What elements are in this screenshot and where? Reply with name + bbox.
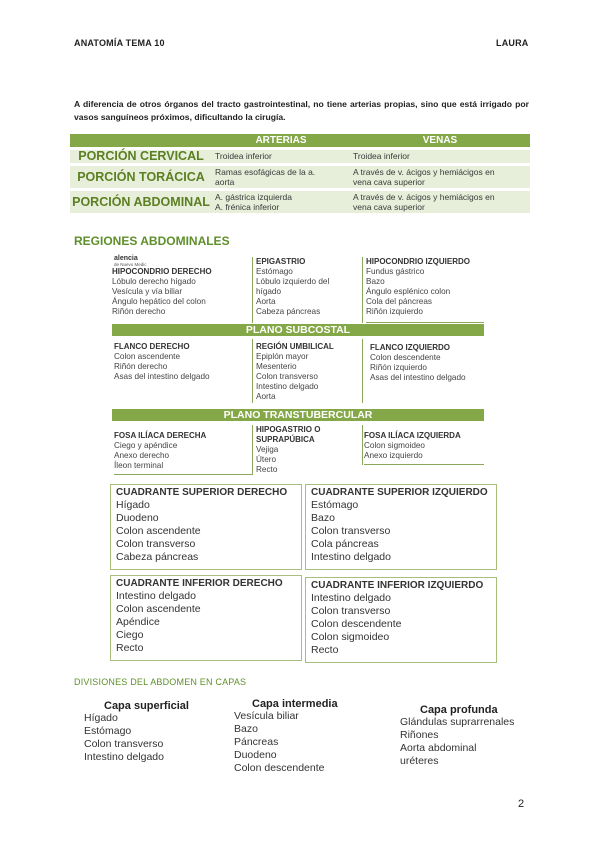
capa-item: Bazo [234, 723, 258, 735]
region-item: Colon transverso [256, 372, 318, 381]
cell-line: vena cava superior [353, 176, 425, 187]
quadrant-item: Colon transverso [311, 525, 391, 537]
cuadrante-superior-izquierdo [305, 484, 497, 570]
page-number: 2 [518, 798, 525, 810]
region-item: Ángulo hepático del colon [112, 297, 206, 306]
cell-line: Ramas esofágicas de la a. [215, 166, 316, 177]
quadrant-item: Colon descendente [311, 618, 402, 630]
capa-profunda [400, 704, 540, 768]
region-item: Estómago [256, 267, 293, 276]
region-item: Epiplón mayor [256, 352, 309, 361]
divider-vertical [252, 339, 253, 403]
cell-line: A. gástrica izquierda [215, 191, 293, 202]
region-item: Bazo [366, 277, 385, 286]
region-item: hígado [256, 287, 282, 296]
region-item: Lóbulo derecho hígado [112, 277, 196, 286]
region-item: Ciego y apéndice [114, 441, 178, 450]
region-item: Colon ascendente [114, 352, 181, 361]
region-title: HIPOGASTRIO O [256, 425, 321, 434]
region-item: Riñón derecho [114, 362, 168, 371]
cell-arterias [212, 189, 350, 213]
capa-intermedia [234, 698, 374, 775]
quadrant-item: Cola páncreas [311, 538, 379, 550]
cell-venas [350, 164, 530, 189]
region-item: Riñón derecho [112, 307, 166, 316]
cell-line: A. frénica inferior [215, 201, 280, 212]
header-left: ANATOMÍA TEMA 10 [74, 38, 165, 48]
divider-vertical [362, 257, 363, 323]
region-item: Mesenterio [256, 362, 297, 371]
cuadrante-inferior-izquierdo [305, 577, 497, 663]
region-item: Anexo izquierdo [364, 451, 423, 460]
cell-line: A través de v. ácigos y hemiácigos en [353, 191, 495, 202]
table-corner [70, 134, 212, 148]
region-epigastrio [256, 257, 364, 323]
region-title: HIPOCONDRIO IZQUIERDO [366, 257, 471, 266]
quadrant-item: Recto [311, 644, 339, 656]
cell-arterias [212, 164, 350, 189]
cell-line: aorta [215, 176, 235, 187]
quadrant-item: Colon ascendente [116, 603, 201, 615]
region-item: Útero [256, 455, 277, 464]
region-title: REGIÓN UMBILICAL [256, 342, 334, 351]
cell-line: Troidea inferior [215, 150, 272, 161]
cell-line: A través de v. ácigos y hemiácigos en [353, 166, 495, 177]
region-title: FOSA ILÍACA IZQUIERDA [364, 431, 461, 440]
region-title: FLANCO IZQUIERDO [370, 343, 450, 352]
capa-item: Duodeno [234, 749, 277, 761]
row-label: PORCIÓN ABDOMINAL [70, 189, 212, 213]
table-row [70, 164, 530, 189]
region-item: Intestino delgado [256, 382, 319, 391]
quadrant-item: Duodeno [116, 512, 159, 524]
row-label: PORCIÓN TORÁCICA [70, 164, 212, 189]
capa-item: Riñones [400, 729, 439, 741]
capa-title: Capa intermedia [252, 698, 338, 710]
quadrant-item: Intestino delgado [116, 590, 196, 602]
quadrant-title: CUADRANTE SUPERIOR IZQUIERDO [311, 487, 488, 498]
capa-item: Aorta abdominal [400, 742, 477, 754]
logo-sub: de Nuevo Medic [114, 262, 147, 267]
region-item: Colon sigmoideo [364, 441, 425, 450]
cuadrante-inferior-derecho [110, 575, 302, 661]
region-fosa-iliaca-derecha [114, 431, 252, 475]
capa-item: Colon transverso [84, 738, 164, 750]
quadrant-item: Estómago [311, 499, 359, 511]
header-right: LAURA [496, 38, 529, 48]
capa-superficial [84, 700, 214, 764]
capa-item: Páncreas [234, 736, 279, 748]
region-item: Cabeza páncreas [256, 307, 321, 316]
region-fosa-iliaca-izquierda [364, 431, 484, 465]
section-title-regiones: REGIONES ABDOMINALES [74, 234, 230, 248]
region-title-2: SUPRAPÚBICA [256, 435, 315, 444]
quadrant-title: CUADRANTE INFERIOR DERECHO [116, 578, 283, 589]
quadrant-item: Apéndice [116, 616, 160, 628]
col-header-venas: VENAS [350, 134, 530, 148]
table-row [70, 148, 530, 164]
region-hipogastrio [256, 425, 362, 479]
region-item: Ángulo esplénico colon [366, 287, 451, 296]
region-item: Fundus gástrico [366, 267, 425, 276]
region-item: Riñón izquierdo [366, 307, 423, 316]
region-item: Vejiga [256, 445, 279, 454]
quadrant-item: Hígado [116, 499, 150, 511]
plano-transtubercular-bar: PLANO TRANSTUBERCULAR [112, 409, 484, 421]
region-title: FLANCO DERECHO [114, 342, 190, 351]
quadrant-item: Colon ascendente [116, 525, 201, 537]
logo-main: alencia [114, 255, 138, 262]
region-umbilical [256, 342, 364, 408]
plano-subcostal-bar: PLANO SUBCOSTAL [112, 324, 484, 336]
intro-paragraph: A diferencia de otros órganos del tracto gastrointestinal, no tiene arterias propias, sino que está irrigado por vasos sanguíneos próximos, dificultando la cirugía. [74, 99, 529, 122]
region-item: Anexo derecho [114, 451, 170, 460]
region-flanco-derecho [114, 342, 250, 408]
row-label: PORCIÓN CERVICAL [70, 148, 212, 164]
region-item: Aorta [256, 297, 276, 306]
region-item: Riñón izquierdo [370, 363, 427, 372]
table-row [70, 189, 530, 213]
quadrant-title: CUADRANTE SUPERIOR DERECHO [116, 487, 288, 498]
cuadrante-superior-derecho [110, 484, 302, 570]
col-header-arterias: ARTERIAS [212, 134, 350, 148]
divider-vertical [362, 425, 363, 465]
divider-vertical [252, 257, 253, 323]
capa-item: Vesícula biliar [234, 710, 299, 722]
region-item: Íleon terminal [114, 461, 164, 470]
divider-vertical [252, 425, 253, 475]
section-title-capas: DIVISIONES DEL ABDOMEN EN CAPAS [74, 677, 247, 687]
region-title: EPIGASTRIO [256, 257, 306, 266]
region-item: Vesícula y vía biliar [112, 287, 183, 296]
quadrant-item: Colon transverso [311, 605, 391, 617]
quadrant-title: CUADRANTE INFERIOR IZQUIERDO [311, 580, 484, 591]
cell-line: Troidea inferior [353, 150, 410, 161]
region-hipocondrio-derecho [112, 267, 252, 325]
quadrant-item: Colon transverso [116, 538, 196, 550]
logo [114, 255, 147, 267]
region-title: FOSA ILÍACA DERECHA [114, 431, 207, 440]
quadrant-item: Ciego [116, 629, 144, 641]
cell-venas [350, 189, 530, 213]
quadrant-item: Recto [116, 642, 144, 654]
capa-title: Capa profunda [420, 704, 498, 716]
region-item: Asas del intestino delgado [370, 373, 466, 382]
region-title: HIPOCONDRIO DERECHO [112, 267, 212, 276]
capa-item: Estómago [84, 725, 132, 737]
capa-title: Capa superficial [104, 700, 189, 712]
cell-arterias [212, 148, 350, 164]
capa-item: Intestino delgado [84, 751, 164, 763]
region-item: Cola del páncreas [366, 297, 432, 306]
region-item: Lóbulo izquierdo del [256, 277, 330, 286]
quadrant-item: Intestino delgado [311, 592, 391, 604]
quadrant-item: Intestino delgado [311, 551, 391, 563]
region-hipocondrio-izquierdo [366, 257, 484, 323]
region-item: Aorta [256, 392, 276, 401]
regions-diagram [112, 255, 484, 475]
region-item: Recto [256, 465, 278, 474]
quadrant-item: Bazo [311, 512, 335, 524]
region-item: Colon descendente [370, 353, 441, 362]
capa-item: uréteres [400, 755, 439, 767]
cell-line: vena cava superior [353, 201, 425, 212]
capa-item: Colon descendente [234, 762, 325, 774]
capa-item: Hígado [84, 712, 118, 724]
vascular-table [70, 134, 530, 213]
region-flanco-izquierdo [370, 343, 484, 393]
cell-venas [350, 148, 530, 164]
quadrant-item: Cabeza páncreas [116, 551, 199, 563]
divider-vertical [362, 339, 363, 403]
region-item: Asas del intestino delgado [114, 372, 210, 381]
quadrant-item: Colon sigmoideo [311, 631, 390, 643]
capa-item: Glándulas suprarrenales [400, 716, 515, 728]
